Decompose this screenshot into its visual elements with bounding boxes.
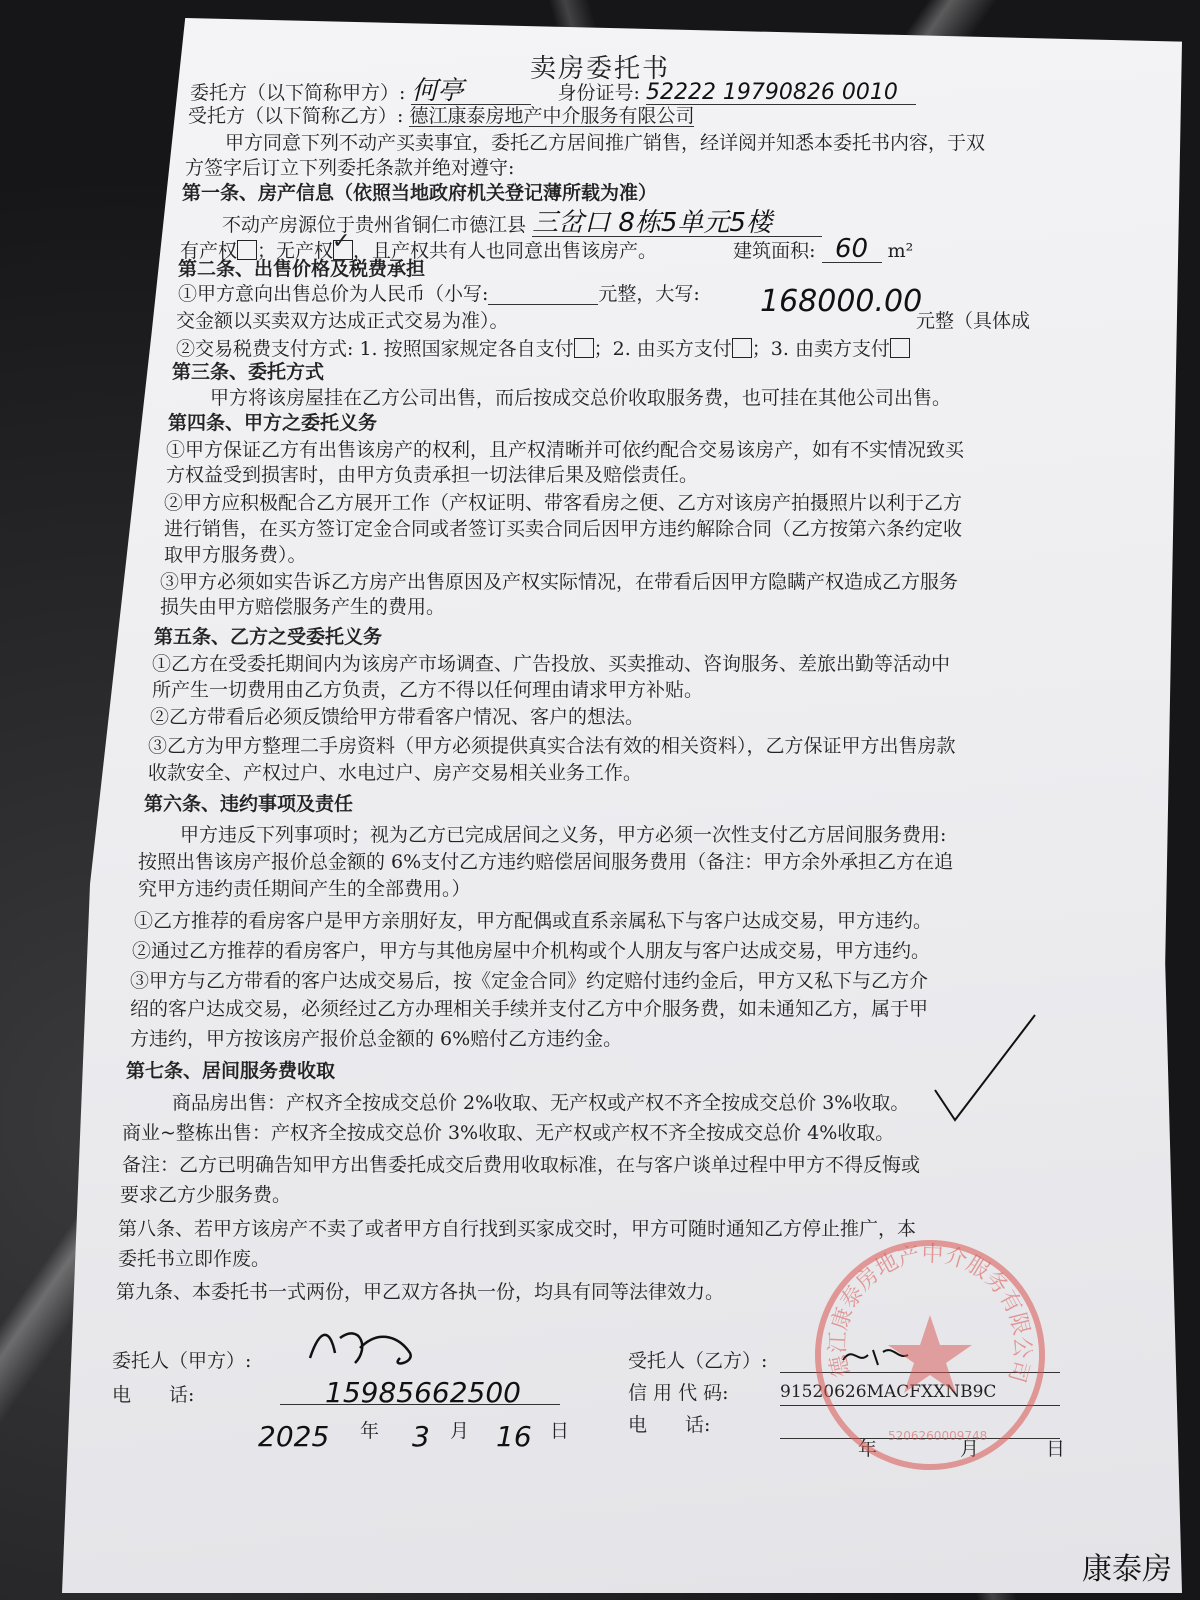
price-big-label: 元整，大写:: [598, 283, 700, 305]
article-4-item-2b: 进行销售，在买方签订定金合同或者签订买卖合同后因甲方违约解除合同（乙方按第六条约定收: [164, 518, 963, 540]
watermark: 康泰房: [1082, 1552, 1172, 1587]
article-4-item-1b: 方权益受到损害时，由甲方负责承担一切法律后果及赔偿责任。: [166, 464, 699, 486]
sig-a-phone-label: 电 话:: [112, 1384, 195, 1406]
sig-a-year: 2025: [258, 1420, 330, 1453]
sig-a-year-label: 年: [360, 1420, 380, 1442]
article-6-title: 第六条、违约事项及责任: [144, 793, 354, 815]
price-label: ①甲方意向出售总价为人民币（小写:: [178, 283, 489, 305]
article-7-item-1: 商品房出售：产权齐全按成交总价 2%收取、无产权或产权不齐全按成交总价 3%收取。: [172, 1092, 910, 1114]
sig-b-year-label: 年: [858, 1438, 878, 1460]
intro-2: 方签字后订立下列委托条款并绝对遵守:: [185, 157, 515, 179]
article-6-item-3a: ③甲方与乙方带看的客户达成交易后，按《定金合同》约定赔付违约金后，甲方又私下与乙方介: [130, 970, 929, 992]
sig-b-credit: 91520626MACFXXNB9C: [780, 1382, 997, 1402]
sig-a-month: 3: [412, 1420, 430, 1453]
party-b-name: 德江康泰房地产中介服务有限公司: [409, 105, 695, 127]
article-4-item-1a: ①甲方保证乙方有出售该房产的权利，且产权清晰并可依约配合交易该房产，如有不实情况致买: [166, 439, 965, 461]
article-5-item-2: ②乙方带看后必须反馈给甲方带看客户情况、客户的想法。: [150, 706, 645, 728]
tax-checkbox-2[interactable]: [732, 338, 752, 358]
sig-b-label: 受托人（乙方）:: [628, 1350, 768, 1372]
tax-checkbox-1[interactable]: [574, 338, 594, 358]
article-2-title: 第二条、出售价格及税费承担: [178, 258, 426, 280]
article-3-text: 甲方将该房屋挂在乙方公司出售，而后按成交总价收取服务费，也可挂在其他公司出售。: [210, 387, 952, 409]
article-6-item-3c: 方违约，甲方按该房产报价总金额的 6%赔付乙方违约金。: [130, 1028, 623, 1050]
article-8-a: 第八条、若甲方该房产不卖了或者甲方自行找到买家成交时，甲方可随时通知乙方停止推广，本: [118, 1218, 917, 1240]
article-6-item-3b: 绍的客户达成交易，必须经过乙方办理相关手续并支付乙方中介服务费，如未通知乙方，属于甲: [130, 998, 929, 1020]
party-a-row: [190, 78, 916, 105]
rights-note: ，且产权共有人也同意出售该房产。: [353, 240, 658, 262]
doc-title: 卖房委托书: [530, 54, 671, 84]
article-6-item-2: ②通过乙方推荐的看房客户，甲方与其他房屋中介机构或个人朋友与客户达成交易，甲方违约。: [132, 940, 931, 962]
rights-yes-label: 有产权: [180, 240, 238, 262]
party-a-label: 委托方（以下简称甲方）:: [190, 82, 406, 104]
area-unit: m²: [887, 240, 914, 262]
article-1-title: 第一条、房产信息（依照当地政府机关登记薄所载为准）: [182, 182, 658, 204]
sig-a-month-label: 月: [450, 1420, 470, 1442]
location-handwritten: 三岔口 8栋5单元5楼: [532, 210, 822, 237]
checkmark-icon: [930, 1010, 1040, 1130]
article-9: 第九条、本委托书一式两份，甲乙双方各执一份，均具有同等法律效力。: [116, 1281, 725, 1303]
article-7-item-2: 商业~整栋出售：产权齐全按成交总价 3%收取、无产权或产权不齐全按成交总价 4%收取。: [122, 1122, 895, 1144]
tax-option-3: ；3. 由卖方支付: [751, 338, 890, 360]
article-5-title: 第五条、乙方之受委托义务: [154, 626, 383, 648]
location-label: 不动产房源位于贵州省铜仁市德江县: [222, 214, 527, 236]
price-handwritten: 168000.00: [760, 284, 923, 319]
sig-b-credit-label: 信 用 代 码:: [628, 1382, 729, 1404]
sig-a-day: 16: [496, 1420, 532, 1453]
id-label: 身份证号:: [557, 82, 640, 104]
article-8-b: 委托书立即作废。: [118, 1248, 271, 1270]
sig-a-phone: 15985662500: [325, 1376, 521, 1409]
sig-a-phone-line: [280, 1404, 560, 1405]
article-5-item-3b: 收款安全、产权过户、水电过户、房产交易相关业务工作。: [148, 762, 643, 784]
price-unit: 元整（具体成: [916, 310, 1031, 332]
tax-checkbox-3[interactable]: [890, 338, 910, 358]
party-b-row: [188, 107, 694, 127]
rights-yes-checkbox[interactable]: [237, 240, 257, 260]
party-b-label: 受托方（以下简称乙方）:: [188, 105, 404, 127]
article-3-title: 第三条、委托方式: [172, 361, 325, 383]
article-2-tax: [176, 338, 910, 359]
article-4-item-2a: ②甲方应积极配合乙方展开工作（产权证明、带客看房之便、乙方对该房产拍摄照片以利于乙方: [164, 492, 963, 514]
article-7-note-1: 备注：乙方已明确告知甲方出售委托成交后费用收取标准，在与客户谈单过程中甲方不得反悔或: [122, 1154, 921, 1176]
article-6-p1: 甲方违反下列事项时；视为乙方已完成居间之义务，甲方必须一次性支付乙方居间服务费用:: [180, 824, 947, 846]
tax-option-1: ②交易税费支付方式: 1. 按照国家规定各自支付: [176, 338, 574, 360]
article-6-p3: 究甲方违约责任期间产生的全部费用。）: [138, 878, 471, 900]
intro-1: 甲方同意下列不动产买卖事宜，委托乙方居间推广销售，经详阅并知悉本委托书内容，于双: [225, 132, 986, 154]
sig-b-day-label: 日: [1046, 1438, 1066, 1460]
article-2-price: [178, 285, 700, 305]
article-2-price-note: [176, 310, 1031, 332]
article-4-item-3b: 损失由甲方赔偿服务产生的费用。: [160, 596, 446, 618]
sig-a-day-label: 日: [550, 1420, 570, 1442]
article-6-p2: 按照出售该房产报价总金额的 6%支付乙方违约赔偿居间服务费用（备注：甲方余外承担乙方在追: [138, 851, 954, 873]
sig-a-label: 委托人（甲方）:: [112, 1350, 252, 1372]
article-4-item-3a: ③甲方必须如实告诉乙方房产出售原因及产权实际情况，在带看后因甲方隐瞒产权造成乙方服务: [160, 571, 959, 593]
article-4-title: 第四条、甲方之委托义务: [168, 412, 378, 434]
article-6-item-1: ①乙方推荐的看房客户是甲方亲朋好友，甲方配偶或直系亲属私下与客户达成交易，甲方违约。: [134, 910, 933, 932]
tax-option-2: ；2. 由买方支付: [593, 338, 732, 360]
sig-b-month-label: 月: [960, 1438, 980, 1460]
price-note: 交金额以买卖双方达成正式交易为准）。: [176, 310, 509, 332]
seal-number: 5206260009748: [888, 1429, 988, 1443]
article-4-item-2c: 取甲方服务费）。: [164, 544, 307, 566]
party-a-name: 何亭: [411, 78, 531, 105]
area-label: 建筑面积:: [733, 240, 816, 262]
rights-no-checkbox-checked[interactable]: ✓: [333, 240, 353, 260]
rights-no-label: ；无产权: [257, 240, 334, 262]
price-small-blank: [488, 285, 598, 305]
article-5-item-1b: 所产生一切费用由乙方负责，乙方不得以任何理由请求甲方补贴。: [152, 679, 704, 701]
sig-b-phone-label: 电 话:: [628, 1414, 711, 1436]
article-5-item-1a: ①乙方在受委托期间内为该房产市场调查、广告投放、买卖推动、咨询服务、差旅出勤等活动中: [152, 653, 951, 675]
company-seal-icon: [810, 1235, 1050, 1475]
article-1-location: [222, 210, 822, 237]
article-7-note-2: 要求乙方少服务费。: [120, 1184, 292, 1206]
article-7-title: 第七条、居间服务费收取: [126, 1060, 336, 1082]
id-number: 52222 19790826 0010: [646, 82, 916, 105]
article-5-item-3a: ③乙方为甲方整理二手房资料（甲方必须提供真实合法有效的相关资料），乙方保证甲方出售房款: [148, 735, 956, 757]
signature-a-icon: [300, 1318, 440, 1378]
area-value: 60: [822, 236, 882, 263]
seal-text: 德江康泰房地产中介服务有限公司: [825, 1242, 1035, 1386]
